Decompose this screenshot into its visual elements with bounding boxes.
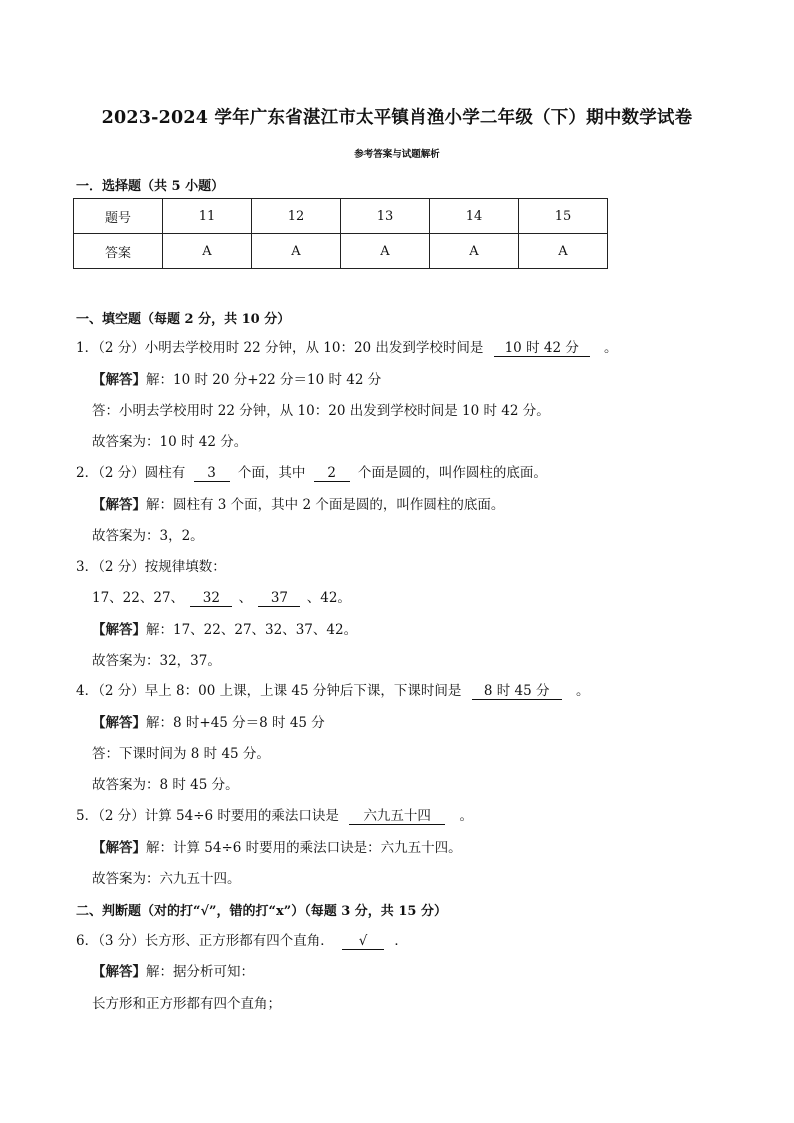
question-stem: 2．（2 分）圆柱有 — [76, 465, 186, 481]
solution-line — [92, 714, 325, 732]
solution-line — [92, 839, 462, 857]
table-cell: A — [341, 234, 430, 269]
page-title: 2023-2024 学年广东省湛江市太平镇肖渔小学二年级（下）期中数学试卷 — [101, 108, 693, 128]
table-row — [74, 199, 608, 234]
table-cell: 15 — [519, 199, 608, 234]
answer-blank: √ — [342, 933, 384, 950]
question-2 — [76, 464, 547, 482]
question-end: 。 — [604, 340, 618, 356]
table-cell: 14 — [430, 199, 519, 234]
sequence-text: 17、22、27、 — [92, 590, 185, 606]
question-end: 。 — [459, 808, 473, 824]
question-end: 。 — [575, 683, 590, 699]
question-stem: 个面，其中 — [237, 465, 306, 481]
question-stem: 6．（3 分）长方形、正方形都有四个直角． — [76, 933, 334, 949]
table-cell: 12 — [252, 199, 341, 234]
question-5 — [76, 807, 473, 825]
answer-blank: 六九五十四 — [349, 808, 445, 825]
question-1 — [76, 339, 618, 357]
answer-blank: 2 — [314, 465, 350, 482]
solution-text: 解：10 时 20 分+22 分＝10 时 42 分 — [146, 372, 382, 388]
question-3: 3．（2 分）按规律填数： — [76, 559, 226, 575]
solution-text: 解：据分析可知： — [146, 964, 254, 980]
table-cell: A — [519, 234, 608, 269]
solution-text: 解：圆柱有 3 个面，其中 2 个面是圆的，叫作圆柱的底面。 — [146, 497, 505, 513]
solution-line: 故答案为：10 时 42 分。 — [92, 434, 248, 450]
answer-blank: 3 — [194, 465, 230, 482]
table-cell: A — [430, 234, 519, 269]
answer-blank: 10 时 42 分 — [494, 340, 590, 357]
solution-line: 故答案为：32，37。 — [92, 653, 221, 669]
table-cell: 11 — [163, 199, 252, 234]
solution-line: 故答案为：3，2。 — [92, 528, 204, 544]
jieda-label: 【解答】 — [92, 622, 146, 638]
jieda-label: 【解答】 — [92, 715, 146, 731]
solution-line: 答：小明去学校用时 22 分钟，从 10：20 出发到学校时间是 10 时 42 分。 — [92, 403, 550, 419]
page-subtitle: 参考答案与试题解析 — [354, 149, 440, 160]
solution-line — [92, 496, 504, 514]
solution-text: 解：8 时+45 分＝8 时 45 分 — [146, 715, 325, 731]
sequence-line — [92, 589, 351, 607]
sequence-sep: 、 — [238, 590, 253, 606]
jieda-label: 【解答】 — [92, 964, 146, 980]
table-header-cell: 题号 — [74, 199, 163, 234]
solution-line: 长方形和正方形都有四个直角； — [92, 996, 281, 1012]
question-stem: 5．（2 分）计算 54÷6 时要用的乘法口诀是 — [76, 808, 339, 824]
section-fill-heading: 一、填空题（每题 2 分，共 10 分） — [76, 312, 291, 327]
jieda-label: 【解答】 — [92, 497, 146, 513]
answer-blank: 37 — [258, 590, 300, 607]
solution-line — [92, 621, 357, 639]
table-cell: A — [252, 234, 341, 269]
solution-line: 故答案为：六九五十四。 — [92, 871, 241, 887]
jieda-label: 【解答】 — [92, 840, 146, 856]
question-4 — [76, 682, 589, 700]
answer-table — [73, 198, 608, 269]
section-choice-heading: 一．选择题（共 5 小题） — [76, 179, 225, 194]
table-row — [74, 234, 608, 269]
section-judge-heading: 二、判断题（对的打“√”，错的打“x”）（每题 3 分，共 15 分） — [76, 904, 447, 919]
table-cell: A — [163, 234, 252, 269]
question-end: ． — [394, 933, 408, 949]
question-stem: 个面是圆的，叫作圆柱的底面。 — [357, 465, 547, 481]
solution-text: 解：17、22、27、32、37、42。 — [146, 622, 358, 638]
solution-line: 答：下课时间为 8 时 45 分。 — [92, 746, 270, 762]
answer-blank: 8 时 45 分 — [472, 683, 562, 700]
question-stem: 4．（2 分）早上 8：00 上课，上课 45 分钟后下课，下课时间是 — [76, 683, 462, 699]
question-6 — [76, 932, 408, 950]
answer-blank: 32 — [190, 590, 232, 607]
question-stem: 1．（2 分）小明去学校用时 22 分钟，从 10：20 出发到学校时间是 — [76, 340, 484, 356]
table-header-cell: 答案 — [74, 234, 163, 269]
solution-line: 故答案为：8 时 45 分。 — [92, 777, 239, 793]
solution-line — [92, 963, 254, 981]
table-cell: 13 — [341, 199, 430, 234]
sequence-text: 、42。 — [306, 590, 351, 606]
solution-text: 解：计算 54÷6 时要用的乘法口诀是：六九五十四。 — [146, 840, 462, 856]
solution-line — [92, 371, 381, 389]
jieda-label: 【解答】 — [92, 372, 146, 388]
